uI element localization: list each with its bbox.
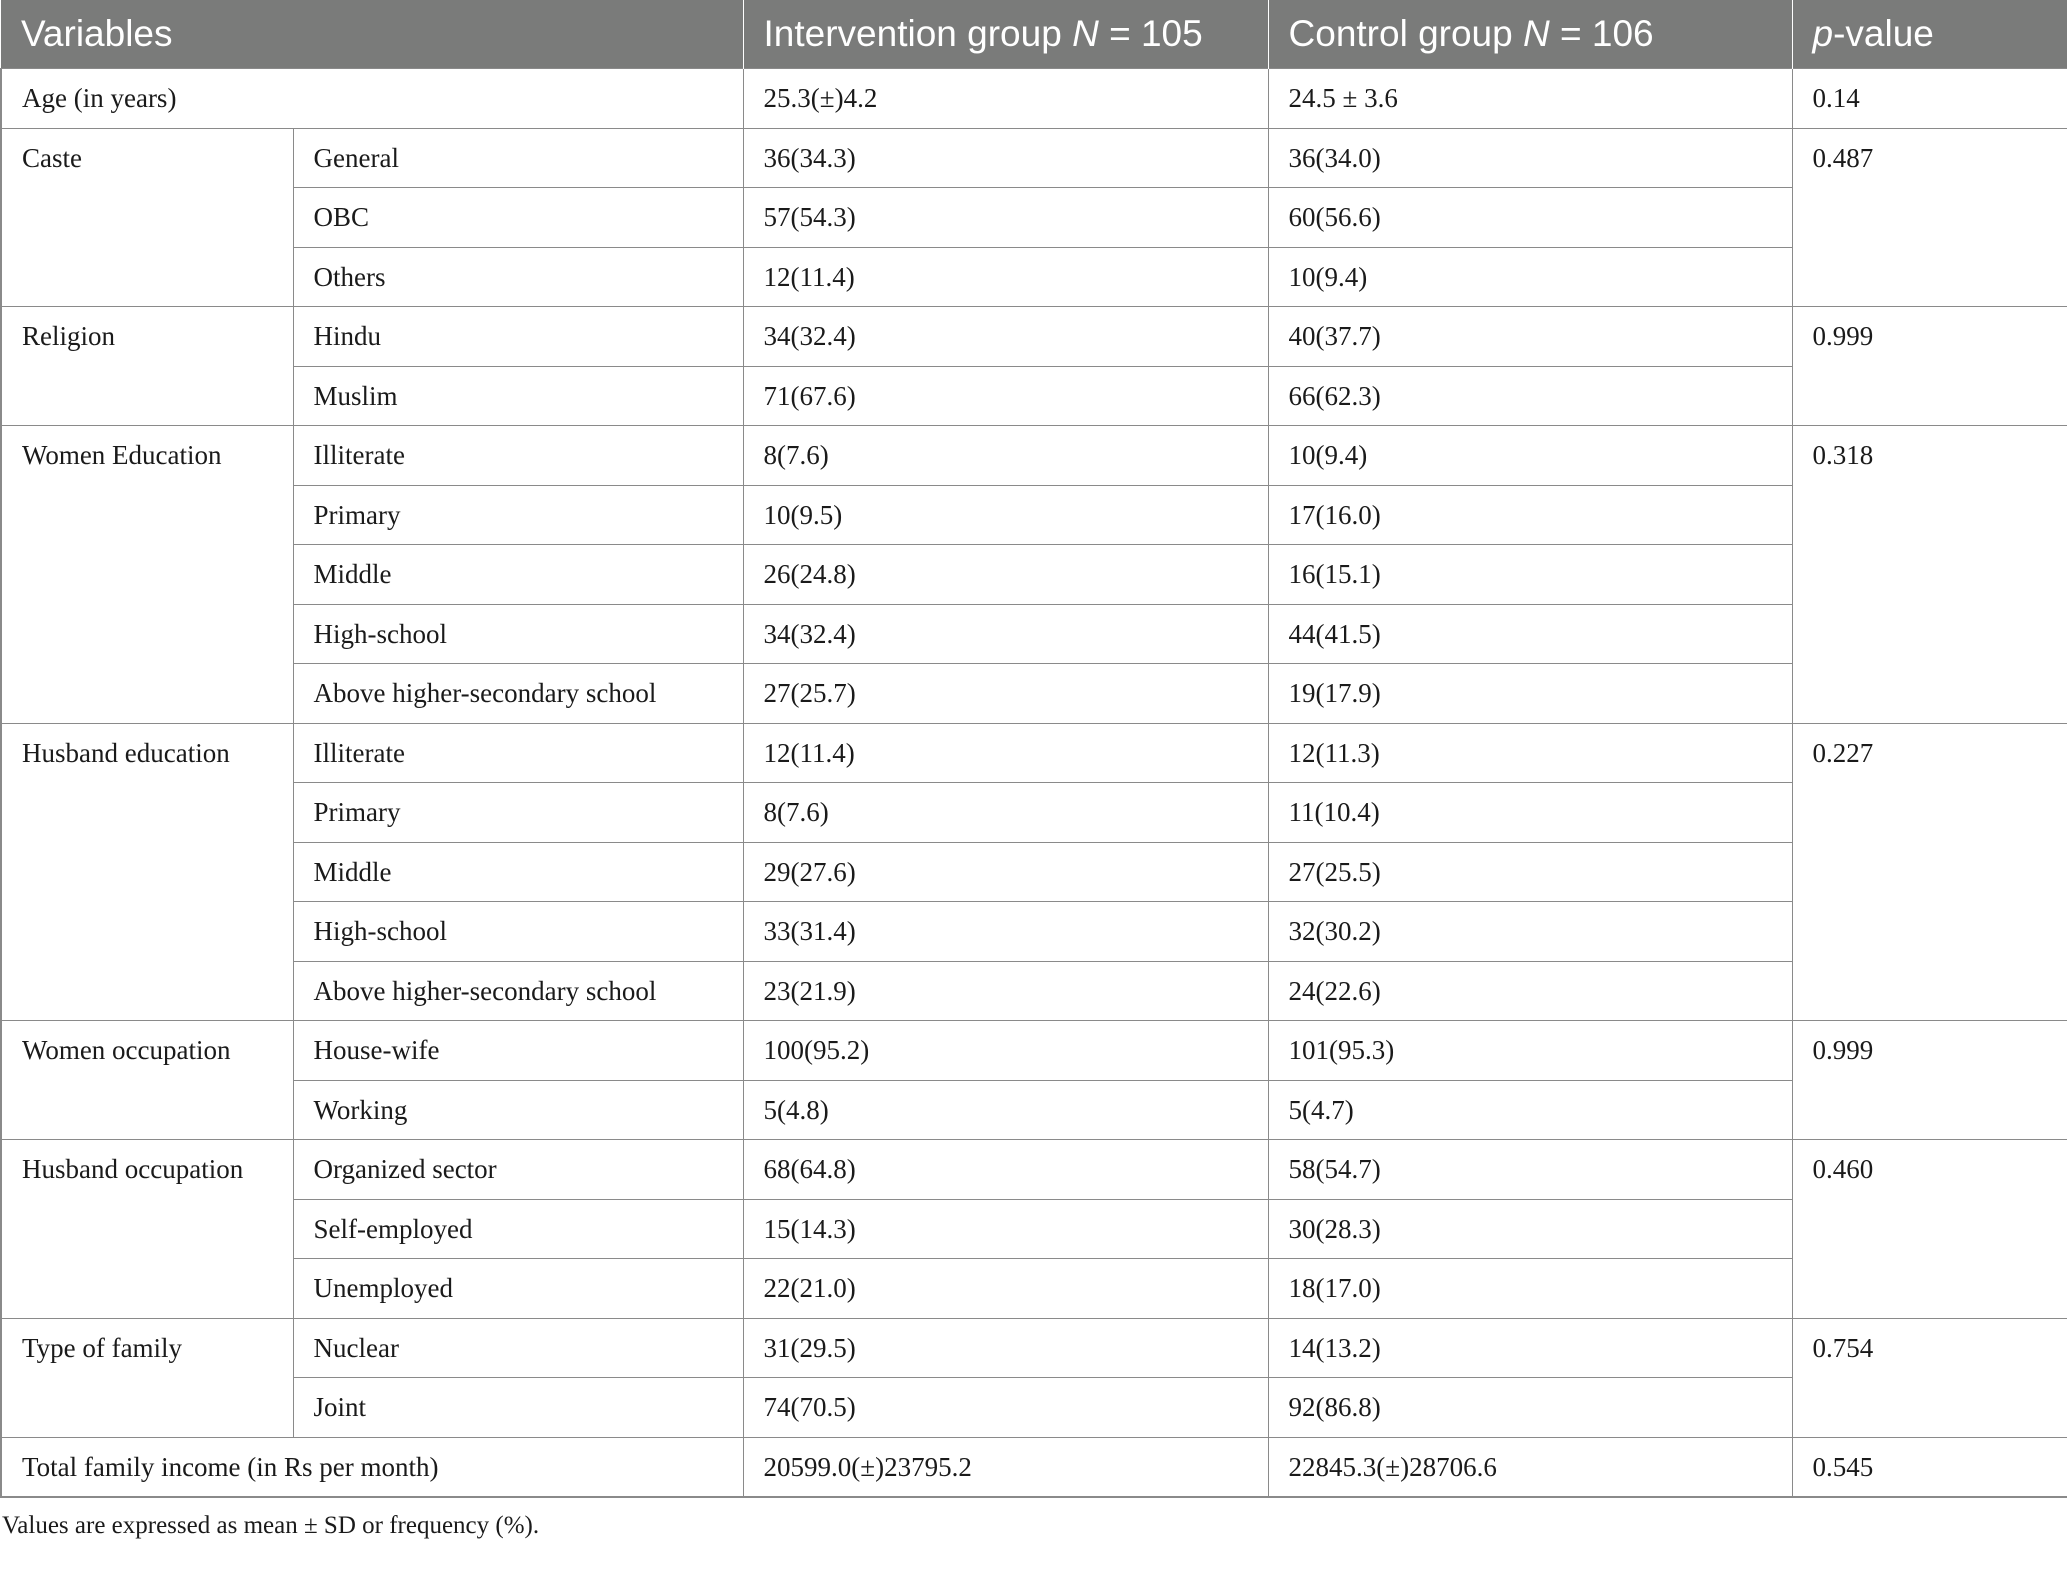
header-row bbox=[1, 0, 2067, 69]
header-intervention: Intervention group N = 105 bbox=[743, 0, 1268, 69]
table-row bbox=[1, 485, 2067, 545]
category-cell: Middle bbox=[293, 545, 743, 605]
intervention-cell: 68(64.8) bbox=[743, 1140, 1268, 1200]
control-cell: 40(37.7) bbox=[1268, 307, 1792, 367]
table-row bbox=[1, 961, 2067, 1021]
header-p-value: p-value bbox=[1792, 0, 2067, 69]
intervention-cell: 71(67.6) bbox=[743, 366, 1268, 426]
intervention-cell: 36(34.3) bbox=[743, 128, 1268, 188]
category-cell: Joint bbox=[293, 1378, 743, 1438]
intervention-cell: 8(7.6) bbox=[743, 426, 1268, 486]
intervention-cell: 25.3(±)4.2 bbox=[743, 69, 1268, 129]
category-cell: General bbox=[293, 128, 743, 188]
table-row bbox=[1, 604, 2067, 664]
intervention-cell: 5(4.8) bbox=[743, 1080, 1268, 1140]
intervention-cell: 27(25.7) bbox=[743, 664, 1268, 724]
category-cell: Muslim bbox=[293, 366, 743, 426]
table-row bbox=[1, 1199, 2067, 1259]
control-cell: 10(9.4) bbox=[1268, 247, 1792, 307]
control-cell: 17(16.0) bbox=[1268, 485, 1792, 545]
intervention-cell: 100(95.2) bbox=[743, 1021, 1268, 1081]
variable-cell: Total family income (in Rs per month) bbox=[1, 1437, 743, 1497]
p-value-cell: 0.545 bbox=[1792, 1437, 2067, 1497]
control-cell: 12(11.3) bbox=[1268, 723, 1792, 783]
control-cell: 16(15.1) bbox=[1268, 545, 1792, 605]
category-cell: Illiterate bbox=[293, 426, 743, 486]
control-cell: 30(28.3) bbox=[1268, 1199, 1792, 1259]
category-cell: Primary bbox=[293, 783, 743, 843]
variable-cell: Husband occupation bbox=[1, 1140, 293, 1319]
control-cell: 5(4.7) bbox=[1268, 1080, 1792, 1140]
variable-cell: Type of family bbox=[1, 1318, 293, 1437]
intervention-cell: 12(11.4) bbox=[743, 247, 1268, 307]
intervention-cell: 29(27.6) bbox=[743, 842, 1268, 902]
intervention-cell: 34(32.4) bbox=[743, 604, 1268, 664]
table-row bbox=[1, 128, 2067, 188]
table-row bbox=[1, 783, 2067, 843]
intervention-cell: 8(7.6) bbox=[743, 783, 1268, 843]
table-row bbox=[1, 1318, 2067, 1378]
variable-cell: Women occupation bbox=[1, 1021, 293, 1140]
category-cell: High-school bbox=[293, 604, 743, 664]
control-cell: 66(62.3) bbox=[1268, 366, 1792, 426]
table-row bbox=[1, 723, 2067, 783]
p-value-cell: 0.227 bbox=[1792, 723, 2067, 1021]
category-cell: Above higher-secondary school bbox=[293, 664, 743, 724]
table-row bbox=[1, 188, 2067, 248]
p-value-cell: 0.318 bbox=[1792, 426, 2067, 724]
intervention-cell: 12(11.4) bbox=[743, 723, 1268, 783]
table-row bbox=[1, 69, 2067, 129]
control-cell: 19(17.9) bbox=[1268, 664, 1792, 724]
intervention-cell: 22(21.0) bbox=[743, 1259, 1268, 1319]
table-row bbox=[1, 366, 2067, 426]
table-row bbox=[1, 664, 2067, 724]
p-value-cell: 0.460 bbox=[1792, 1140, 2067, 1319]
table-row bbox=[1, 842, 2067, 902]
category-cell: Others bbox=[293, 247, 743, 307]
intervention-cell: 23(21.9) bbox=[743, 961, 1268, 1021]
p-value-cell: 0.999 bbox=[1792, 1021, 2067, 1140]
control-cell: 18(17.0) bbox=[1268, 1259, 1792, 1319]
p-value-cell: 0.487 bbox=[1792, 128, 2067, 307]
control-cell: 60(56.6) bbox=[1268, 188, 1792, 248]
table-footnote: Values are expressed as mean ± SD or frequency (%). bbox=[2, 1511, 540, 1539]
header-variables: Variables bbox=[1, 0, 743, 69]
control-cell: 27(25.5) bbox=[1268, 842, 1792, 902]
category-cell: Middle bbox=[293, 842, 743, 902]
control-cell: 11(10.4) bbox=[1268, 783, 1792, 843]
category-cell: Working bbox=[293, 1080, 743, 1140]
control-cell: 58(54.7) bbox=[1268, 1140, 1792, 1200]
intervention-cell: 15(14.3) bbox=[743, 1199, 1268, 1259]
variable-cell: Age (in years) bbox=[1, 69, 743, 129]
p-value-cell: 0.14 bbox=[1792, 69, 2067, 129]
category-cell: Organized sector bbox=[293, 1140, 743, 1200]
category-cell: Illiterate bbox=[293, 723, 743, 783]
intervention-cell: 10(9.5) bbox=[743, 485, 1268, 545]
p-value-cell: 0.754 bbox=[1792, 1318, 2067, 1437]
table-row bbox=[1, 426, 2067, 486]
intervention-cell: 33(31.4) bbox=[743, 902, 1268, 962]
intervention-cell: 74(70.5) bbox=[743, 1378, 1268, 1438]
category-cell: Unemployed bbox=[293, 1259, 743, 1319]
control-cell: 92(86.8) bbox=[1268, 1378, 1792, 1438]
table-row bbox=[1, 1080, 2067, 1140]
category-cell: Hindu bbox=[293, 307, 743, 367]
table-row bbox=[1, 1140, 2067, 1200]
control-cell: 36(34.0) bbox=[1268, 128, 1792, 188]
table-row bbox=[1, 1437, 2067, 1497]
category-cell: OBC bbox=[293, 188, 743, 248]
intervention-cell: 57(54.3) bbox=[743, 188, 1268, 248]
control-cell: 101(95.3) bbox=[1268, 1021, 1792, 1081]
category-cell: High-school bbox=[293, 902, 743, 962]
control-cell: 24.5 ± 3.6 bbox=[1268, 69, 1792, 129]
table-row bbox=[1, 307, 2067, 367]
intervention-cell: 20599.0(±)23795.2 bbox=[743, 1437, 1268, 1497]
category-cell: Nuclear bbox=[293, 1318, 743, 1378]
control-cell: 44(41.5) bbox=[1268, 604, 1792, 664]
table-row bbox=[1, 247, 2067, 307]
table-row bbox=[1, 1021, 2067, 1081]
control-cell: 10(9.4) bbox=[1268, 426, 1792, 486]
table-row bbox=[1, 1378, 2067, 1438]
intervention-cell: 31(29.5) bbox=[743, 1318, 1268, 1378]
table-row bbox=[1, 545, 2067, 605]
variable-cell: Women Education bbox=[1, 426, 293, 724]
category-cell: Self-employed bbox=[293, 1199, 743, 1259]
category-cell: Primary bbox=[293, 485, 743, 545]
control-cell: 24(22.6) bbox=[1268, 961, 1792, 1021]
category-cell: House-wife bbox=[293, 1021, 743, 1081]
header-control: Control group N = 106 bbox=[1268, 0, 1792, 69]
variable-cell: Husband education bbox=[1, 723, 293, 1021]
control-cell: 14(13.2) bbox=[1268, 1318, 1792, 1378]
intervention-cell: 34(32.4) bbox=[743, 307, 1268, 367]
variable-cell: Caste bbox=[1, 128, 293, 307]
p-value-cell: 0.999 bbox=[1792, 307, 2067, 426]
table-row bbox=[1, 1259, 2067, 1319]
intervention-cell: 26(24.8) bbox=[743, 545, 1268, 605]
category-cell: Above higher-secondary school bbox=[293, 961, 743, 1021]
control-cell: 22845.3(±)28706.6 bbox=[1268, 1437, 1792, 1497]
variable-cell: Religion bbox=[1, 307, 293, 426]
table-row bbox=[1, 902, 2067, 962]
control-cell: 32(30.2) bbox=[1268, 902, 1792, 962]
